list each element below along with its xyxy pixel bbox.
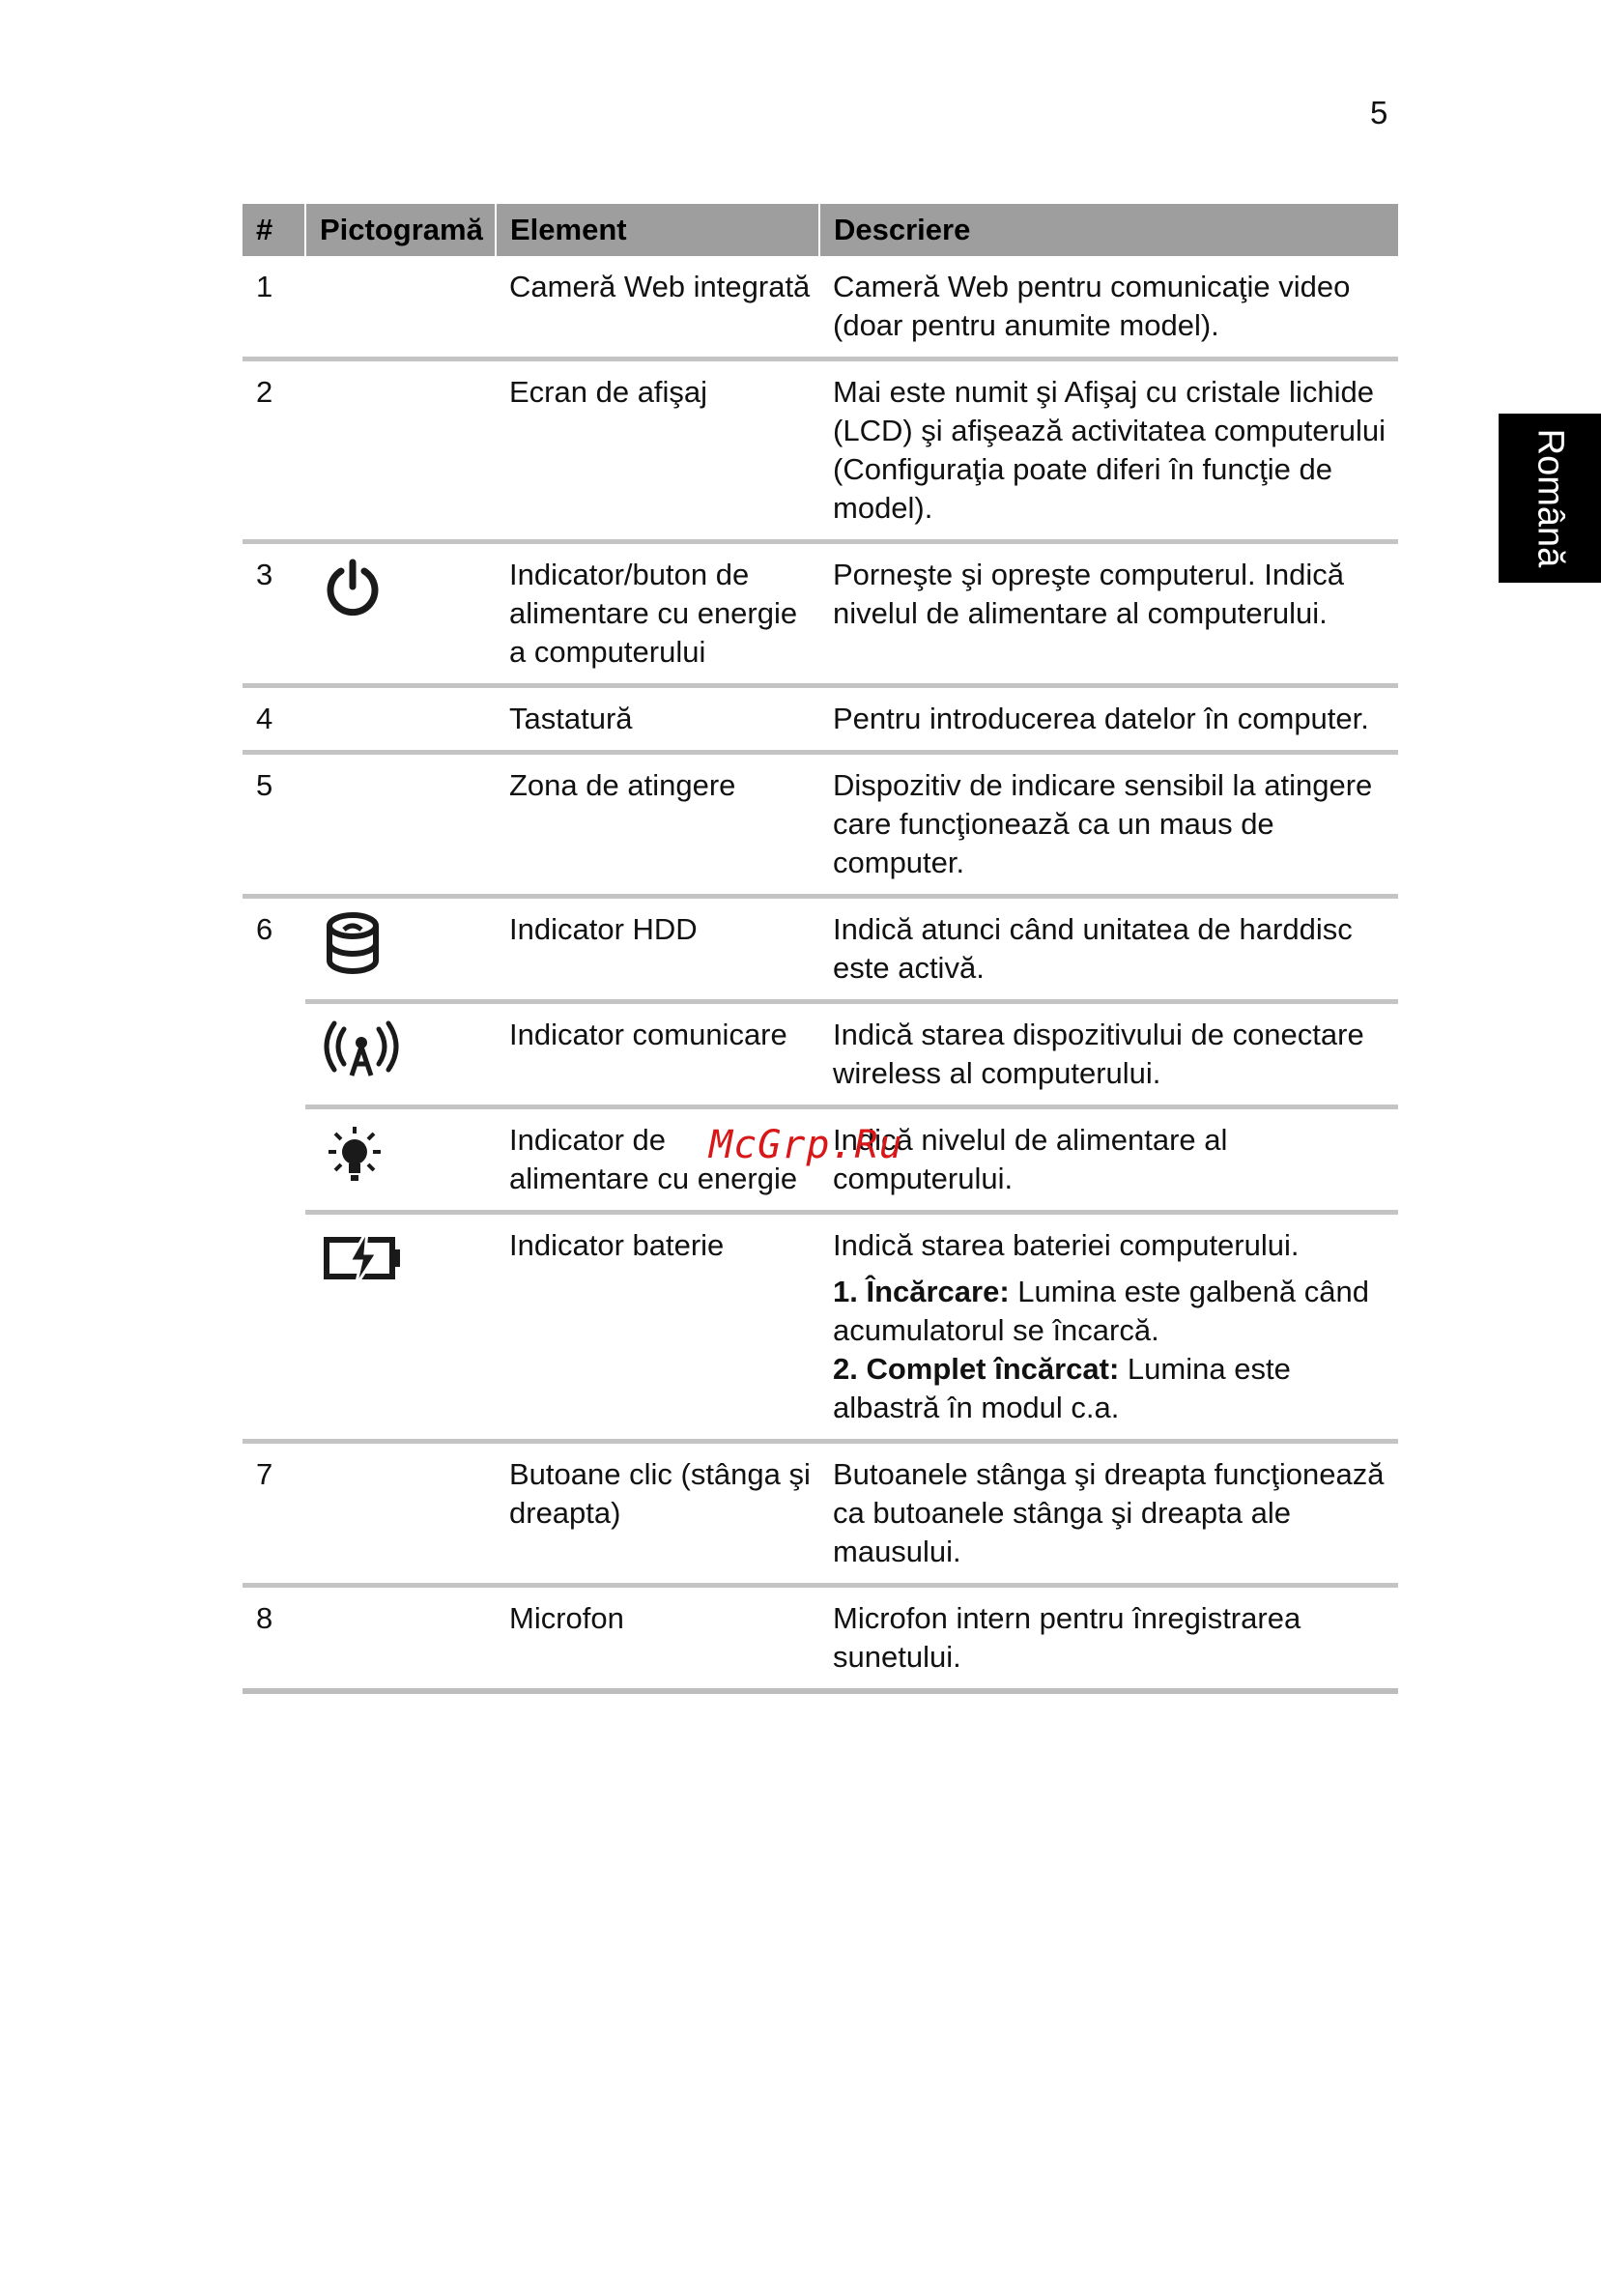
row-number: 4 [243,686,305,753]
row-number: 3 [243,542,305,686]
row-description: Porneşte şi opreşte computerul. Indică nivelul de alimentare al computerului. [819,542,1398,686]
table-row [243,1442,1398,1586]
row-icon-cell [305,1213,496,1442]
row-icon-cell [305,753,496,897]
row-number: 2 [243,359,305,542]
row-description: Pentru introducerea datelor în computer. [819,686,1398,753]
header-element: Element [496,204,819,256]
power-light-icon [323,1123,386,1187]
hdd-icon [323,912,383,976]
row-description: Indică starea dispozitivului de conectare wireless al computerului. [819,1002,1398,1107]
row-element: Butoane clic (stânga şi dreapta) [496,1442,819,1586]
row-element: Zona de atingere [496,753,819,897]
row-icon-cell [305,256,496,359]
charged-label: 2. Complet încărcat: [833,1352,1120,1386]
row-description: Indică nivelul de alimentare al computerului. [819,1107,1398,1213]
row-icon-cell [305,1586,496,1692]
row-number: 1 [243,256,305,359]
table-row [243,1586,1398,1692]
charging-text: Lumina este galbenă când acumulatorul se încarcă. [833,1275,1369,1347]
row-element: Indicator de alimentare cu energie [496,1107,819,1213]
battery-icon [323,1228,404,1288]
row-number: 8 [243,1586,305,1692]
row-number: 6 [243,897,305,1442]
power-icon [323,558,383,617]
row-element: Indicator HDD [496,897,819,1002]
header-icon: Pictogramă [305,204,496,256]
language-tab-label: Română [1530,428,1571,568]
row-element: Indicator baterie [496,1213,819,1442]
row-icon-cell [305,686,496,753]
row-description: Indică atunci când unitatea de harddisc este activă. [819,897,1398,1002]
table-row [243,256,1398,359]
row-icon-cell [305,542,496,686]
row-description: Microfon intern pentru înregistrarea sunetului. [819,1586,1398,1692]
table-row [243,686,1398,753]
row-description: Cameră Web pentru comunicaţie video (doar pentru anumite model). [819,256,1398,359]
header-number: # [243,204,305,256]
table-row [243,359,1398,542]
header-description: Descriere [819,204,1398,256]
battery-status-text: Indică starea bateriei computerului. [833,1228,1300,1262]
charged-detail [833,1350,1390,1427]
row-element: Indicator comunicare [496,1002,819,1107]
row-icon-cell [305,1002,496,1107]
row-icon-cell [305,359,496,542]
row-description: Butoanele stânga şi dreapta funcţionează ca butoanele stânga şi dreapta ale mausului. [819,1442,1398,1586]
row-icon-cell [305,897,496,1002]
charged-text: Lumina este albastră în modul c.a. [833,1352,1291,1424]
table-row [243,1213,1398,1442]
table-row [243,542,1398,686]
row-element: Cameră Web integrată [496,256,819,359]
table-header-row [243,204,1398,256]
charging-label: 1. Încărcare: [833,1275,1010,1308]
row-description: Dispozitiv de indicare sensibil la atingere care funcţionează ca un maus de computer. [819,753,1398,897]
row-description-battery [819,1213,1398,1442]
language-side-tab [1499,414,1601,583]
row-number: 5 [243,753,305,897]
row-element: Ecran de afişaj [496,359,819,542]
row-description: Mai este numit şi Afişaj cu cristale lichide (LCD) şi afişează activitatea computerului (Configuraţia poate diferi în funcţie de model). [819,359,1398,542]
row-element: Indicator/buton de alimentare cu energie a computerului [496,542,819,686]
row-icon-cell [305,1442,496,1586]
table-row [243,753,1398,897]
component-table [243,204,1398,1694]
row-element: Tastatură [496,686,819,753]
row-icon-cell [305,1107,496,1213]
row-number: 7 [243,1442,305,1586]
watermark: McGrp.Ru [709,1123,903,1167]
table-row [243,897,1398,1002]
table-row [243,1002,1398,1107]
wireless-icon [323,1018,400,1081]
row-element: Microfon [496,1586,819,1692]
charging-detail [833,1273,1390,1350]
page-number: 5 [1370,95,1388,130]
